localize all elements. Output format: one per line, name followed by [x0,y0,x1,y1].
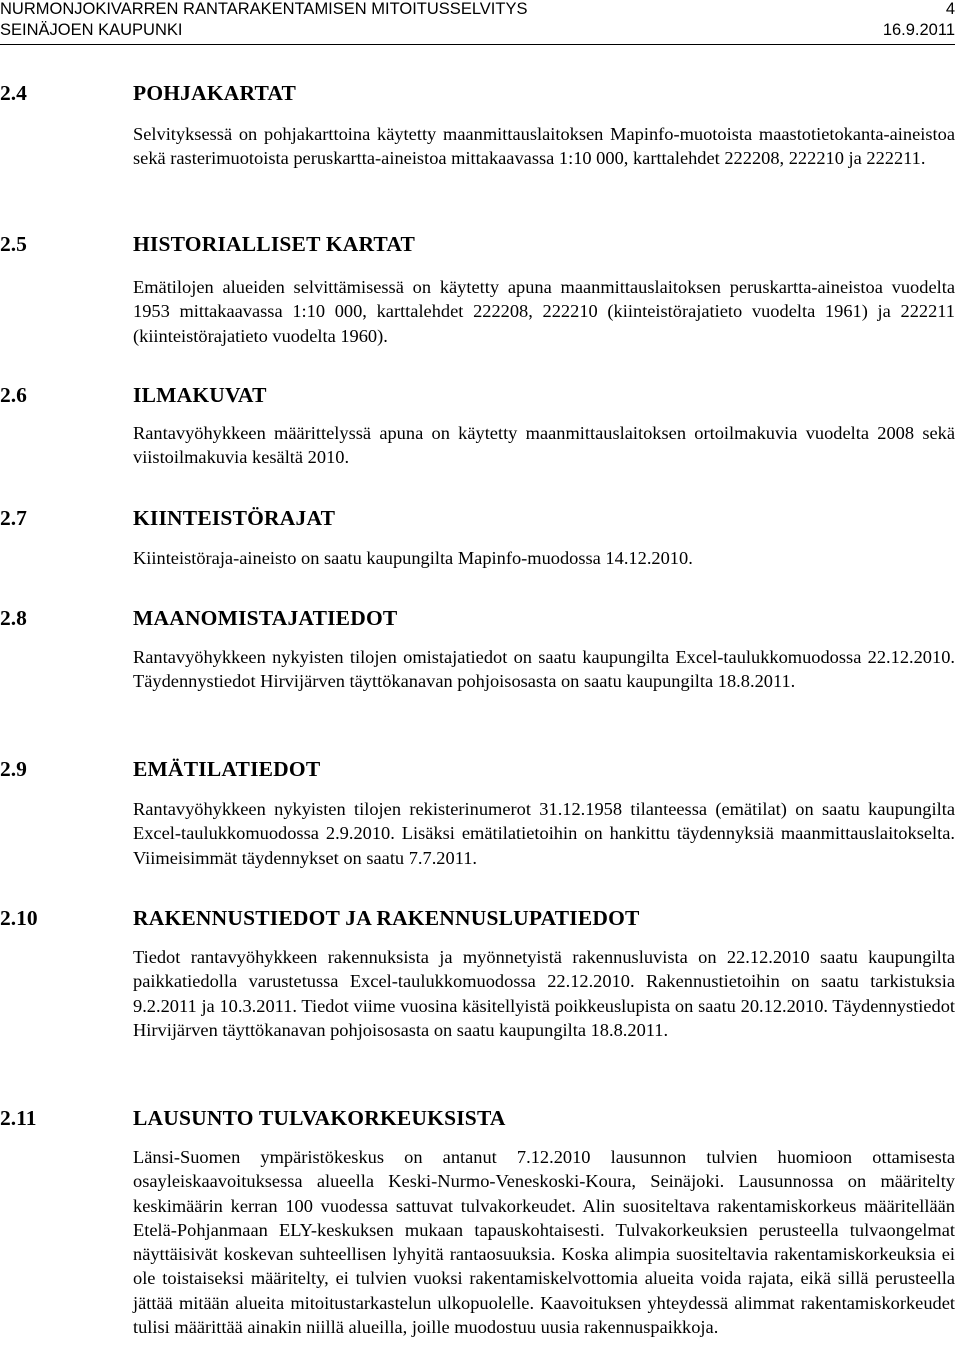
section-body: Rantavyöhykkeen nykyisten tilojen omistajatiedot on saatu kaupungilta Excel-taulukkomuodossa 22.12.2010. Täydennystiedot Hirvijärven täyttökanavan pohjoisosasta on saatu kaupungilta 18.8.2011. [133,647,955,692]
section-number: 2.11 [0,1106,37,1130]
section-kiinteistorajat [0,504,960,570]
section-body: Rantavyöhykkeen määrittelyssä apuna on käytetty maanmittauslaitoksen ortoilmakuvia vuodelta 2008 sekä viistoilmakuvia kesältä 2010. [133,423,955,468]
section-maanomistajatiedot [0,604,960,694]
section-heading [0,1104,960,1132]
section-body: Emätilojen alueiden selvittämisessä on käytetty apuna maanmittauslaitoksen peruskartta-aineistoa vuodelta 1953 mittakaavassa 1:10 000, karttalehdet 222208, 222210 (kiinteistörajatieto vuodelta 1961) ja 222211 (kiinteistörajatieto vuodelta 1960). [133,277,955,346]
section-body: Kiinteistöraja-aineisto on saatu kaupungilta Mapinfo-muodossa 14.12.2010. [133,548,693,568]
section-number: 2.7 [0,506,27,530]
section-number: 2.4 [0,81,27,105]
section-title: KIINTEISTÖRAJAT [133,506,336,530]
section-heading [0,230,960,258]
section-heading [0,755,960,783]
section-title: RAKENNUSTIEDOT JA RAKENNUSLUPATIEDOT [133,906,640,930]
section-body: Tiedot rantavyöhykkeen rakennuksista ja myönnetyistä rakennusluvista on 22.12.2010 saatu kaupungilta paikkatiedolla varustetussa Excel-taulukkomuodossa 22.12.2010. Rakennustietoihin on saatu tarkistuksia 9.2.2011 ja 10.3.2011. Tiedot viime vuosina käsitellyistä poikkeuslupista on saatu 20.12.2010. Täydennystiedot Hirvijärven täyttökanavan pohjoisosasta on saatu kaupungilta 18.8.2011. [133,947,955,1040]
page-number: 4 [945,0,955,18]
organization-name: SEINÄJOEN KAUPUNKI [0,21,183,39]
section-lausunto-tulvakorkeuksista [0,1104,960,1339]
section-ilmakuvat [0,381,960,470]
section-heading [0,79,960,107]
section-title: LAUSUNTO TULVAKORKEUKSISTA [133,1106,506,1130]
section-body: Rantavyöhykkeen nykyisten tilojen rekisterinumerot 31.12.1958 tilanteessa (emätilat) on saatu kaupungilta Excel-taulukkomuodossa 2.9.2010. Lisäksi emätilatietoihin on hankittu täydennyksiä maanmittauslaitokselta. Viimeisimmät täydennykset on saatu 7.7.2011. [133,799,955,868]
section-number: 2.9 [0,757,27,781]
section-number: 2.8 [0,606,27,630]
section-body: Länsi-Suomen ympäristökeskus on antanut 7.12.2010 lausunnon tulvien huomioon ottamisesta osayleiskaavoituksessa alueella Keski-Nurmo-Veneskoski-Koura, Seinäjoki. Lausunnossa on määritelty keskimäärin kerran 100 vuodessa sattuvat tulvakorkeudet. Alin suositeltava rakentamiskorkeus määritellään Etelä-Pohjanmaan ELY-keskuksen mukaan tapauskohtaisesti. Tulvakorkeuksien perusteella tulvaongelmat näyttäisivät koskevan suhteellisen lyhyitä rantaosuuksia. Koska alimpia suositeltavia rakentamiskorkeuksia ei ole toistaiseksi määritelty, ei tulvien vuoksi rakentamiskelvottomia alueita voida rajata, eikä sillä perusteella jättää mitään alueita mitoitustarkastelun ulkopuolelle. Kaavoituksen yhteydessä alimmat rakentamiskorkeudet tulisi määrittää ainakin niillä alueilla, joille muodostuu uusia rakennuspaikkoja. [133,1147,955,1338]
section-number: 2.10 [0,906,38,930]
document-date: 16.9.2011 [882,21,955,39]
section-title: HISTORIALLISET KARTAT [133,232,416,256]
section-title: MAANOMISTAJATIEDOT [133,606,398,630]
section-title: POHJAKARTAT [133,81,297,105]
section-number: 2.5 [0,232,27,256]
section-rakennustiedot [0,904,960,1042]
section-historialliset-kartat [0,230,960,348]
section-heading [0,504,960,532]
section-title: EMÄTILATIEDOT [133,757,321,781]
section-heading [0,904,960,932]
section-pohjakartat [0,79,960,171]
section-ematilatiedot [0,755,960,870]
section-heading [0,381,960,409]
document-title: NURMONJOKIVARREN RANTARAKENTAMISEN MITOITUSSELVITYS [0,0,528,18]
section-title: ILMAKUVAT [133,383,267,407]
page-header [0,0,955,45]
section-number: 2.6 [0,383,27,407]
section-heading [0,604,960,632]
section-body: Selvityksessä on pohjakarttoina käytetty maanmittauslaitoksen Mapinfo-muotoista maastotietokanta-aineistoa sekä rasterimuotoista peruskartta-aineistoa mittakaavassa 1:10 000, karttalehdet 222208, 222210 ja 222211. [133,124,955,169]
